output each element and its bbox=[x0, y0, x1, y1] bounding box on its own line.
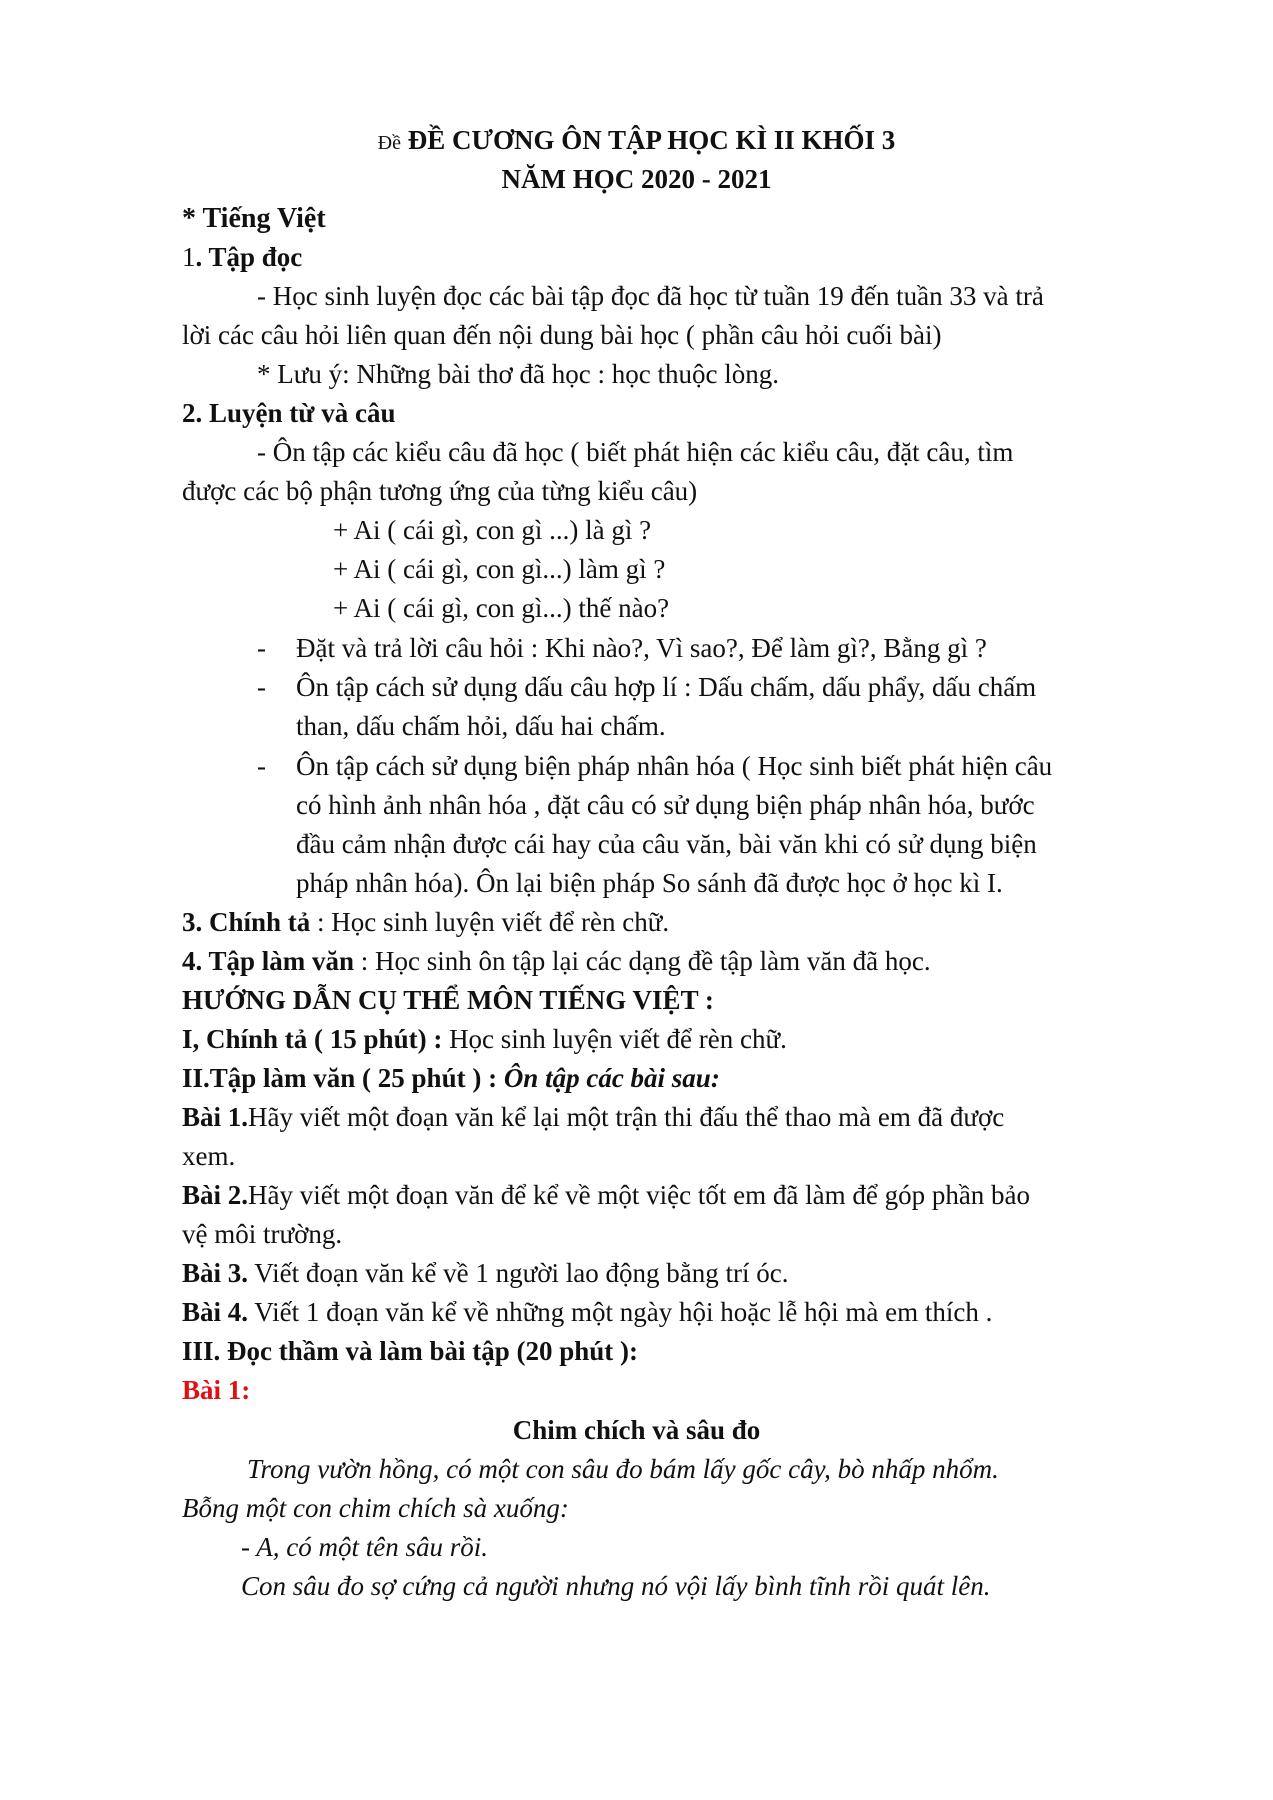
exercise-3-text: Viết đoạn văn kể về 1 người lao động bằng trí óc. bbox=[248, 1258, 789, 1288]
exercise-2-text: Hãy viết một đoạn văn để kể về một việc tốt em đã làm để góp phần bảo bbox=[248, 1180, 1031, 1210]
chinh-ta-line bbox=[182, 903, 669, 941]
exercise-3-label: Bài 3. bbox=[182, 1258, 249, 1288]
bullet-dash: - bbox=[257, 751, 266, 781]
part-2-line bbox=[182, 1059, 720, 1097]
tap-doc-number: 1 bbox=[182, 242, 196, 272]
part-2-text: Ôn tập các bài sau: bbox=[497, 1063, 720, 1093]
story-line-4: Con sâu đo sợ cứng cả người nhưng nó vội lấy bình tĩnh rồi quát lên. bbox=[241, 1571, 991, 1601]
bullet-3-line-4: pháp nhân hóa). Ôn lại biện pháp So sánh đã được học ở học kì I. bbox=[296, 868, 1003, 898]
bullet-3-line-1: Ôn tập cách sử dụng biện pháp nhân hóa ( Học sinh biết phát hiện câu bbox=[296, 751, 1053, 781]
guide-heading: HƯỚNG DẪN CỤ THỂ MÔN TIẾNG VIỆT : bbox=[182, 985, 714, 1015]
story-line-3: - A, có một tên sâu rồi. bbox=[241, 1532, 488, 1562]
bullet-1: Đặt và trả lời câu hỏi : Khi nào?, Vì sao?, Để làm gì?, Bằng gì ? bbox=[296, 633, 987, 663]
ltvc-heading: 2. Luyện từ và câu bbox=[182, 398, 396, 428]
part-1-label: I, Chính tả ( 15 phút) : bbox=[182, 1024, 443, 1054]
tap-lam-van-line bbox=[182, 942, 931, 980]
ltvc-pattern-2: + Ai ( cái gì, con gì...) làm gì ? bbox=[333, 554, 666, 584]
tap-lam-van-label: 4. Tập làm văn bbox=[182, 946, 355, 976]
bullet-3-line-3: đầu cảm nhận được cái hay của câu văn, bài văn khi có sử dụng biện bbox=[296, 829, 1037, 859]
exercise-1-text: Hãy viết một đoạn văn kể lại một trận thi đấu thể thao mà em đã được bbox=[248, 1102, 1005, 1132]
bullet-2-line-2: than, dấu chấm hỏi, dấu hai chấm. bbox=[296, 711, 666, 741]
subject-heading: * Tiếng Việt bbox=[182, 203, 326, 234]
exercise-2-line-1 bbox=[182, 1176, 1030, 1214]
exercise-2-label: Bài 2. bbox=[182, 1180, 249, 1210]
story-line-1: Trong vườn hồng, có một con sâu đo bám lấy gốc cây, bò nhấp nhổm. bbox=[247, 1454, 999, 1484]
title-text: ĐỀ CƯƠNG ÔN TẬP HỌC KÌ II KHỐI 3 bbox=[407, 125, 896, 155]
exercise-3-line bbox=[182, 1254, 788, 1292]
tap-doc-title: . Tập đọc bbox=[195, 242, 303, 272]
ltvc-line-2: được các bộ phận tương ứng của từng kiểu câu) bbox=[182, 476, 698, 506]
document-title bbox=[0, 121, 1273, 162]
exercise-4-label: Bài 4. bbox=[182, 1297, 249, 1327]
tap-doc-line-2: lời các câu hỏi liên quan đến nội dung bài học ( phần câu hỏi cuối bài) bbox=[182, 320, 942, 350]
tap-doc-heading bbox=[182, 238, 302, 276]
story-title: Chim chích và sâu đo bbox=[512, 1415, 761, 1445]
part-3-heading: III. Đọc thầm và làm bài tập (20 phút ): bbox=[182, 1336, 639, 1366]
bullet-2-line-1: Ôn tập cách sử dụng dấu câu hợp lí : Dấu chấm, dấu phẩy, dấu chấm bbox=[296, 672, 1037, 702]
exercise-4-text: Viết 1 đoạn văn kể về những một ngày hội hoặc lễ hội mà em thích . bbox=[248, 1297, 993, 1327]
part-1-line bbox=[182, 1020, 787, 1058]
tap-lam-van-text: : Học sinh ôn tập lại các dạng đề tập làm văn đã học. bbox=[354, 946, 931, 976]
part-1-text: Học sinh luyện viết để rèn chữ. bbox=[442, 1024, 787, 1054]
exercise-1-line-1 bbox=[182, 1098, 1004, 1136]
bullet-3-line-2: có hình ảnh nhân hóa , đặt câu có sử dụng biện pháp nhân hóa, bước bbox=[296, 790, 1035, 820]
chinh-ta-text: : Học sinh luyện viết để rèn chữ. bbox=[310, 907, 670, 937]
title-prefix: Đề bbox=[377, 132, 401, 154]
story-line-2: Bỗng một con chim chích sà xuống: bbox=[182, 1493, 569, 1523]
bullet-dash: - bbox=[257, 672, 266, 702]
tap-doc-line-1: - Học sinh luyện đọc các bài tập đọc đã học từ tuần 19 đến tuần 33 và trả bbox=[257, 281, 1044, 311]
tap-doc-note: * Lưu ý: Những bài thơ đã học : học thuộc lòng. bbox=[257, 359, 779, 389]
exercise-1-line-2: xem. bbox=[182, 1141, 236, 1171]
exercise-2-line-2: vệ môi trường. bbox=[182, 1219, 343, 1249]
school-year: NĂM HỌC 2020 - 2021 bbox=[501, 164, 772, 194]
part-2-label: II.Tập làm văn ( 25 phút ) : bbox=[182, 1063, 498, 1093]
ltvc-pattern-1: + Ai ( cái gì, con gì ...) là gì ? bbox=[333, 515, 652, 545]
reading-exercise-1-label: Bài 1: bbox=[182, 1375, 251, 1405]
exercise-4-line bbox=[182, 1293, 992, 1331]
ltvc-pattern-3: + Ai ( cái gì, con gì...) thế nào? bbox=[333, 593, 670, 623]
ltvc-line-1: - Ôn tập các kiểu câu đã học ( biết phát hiện các kiểu câu, đặt câu, tìm bbox=[257, 437, 1014, 467]
bullet-dash: - bbox=[257, 633, 266, 663]
chinh-ta-label: 3. Chính tả bbox=[182, 907, 311, 937]
exercise-1-label: Bài 1. bbox=[182, 1102, 249, 1132]
